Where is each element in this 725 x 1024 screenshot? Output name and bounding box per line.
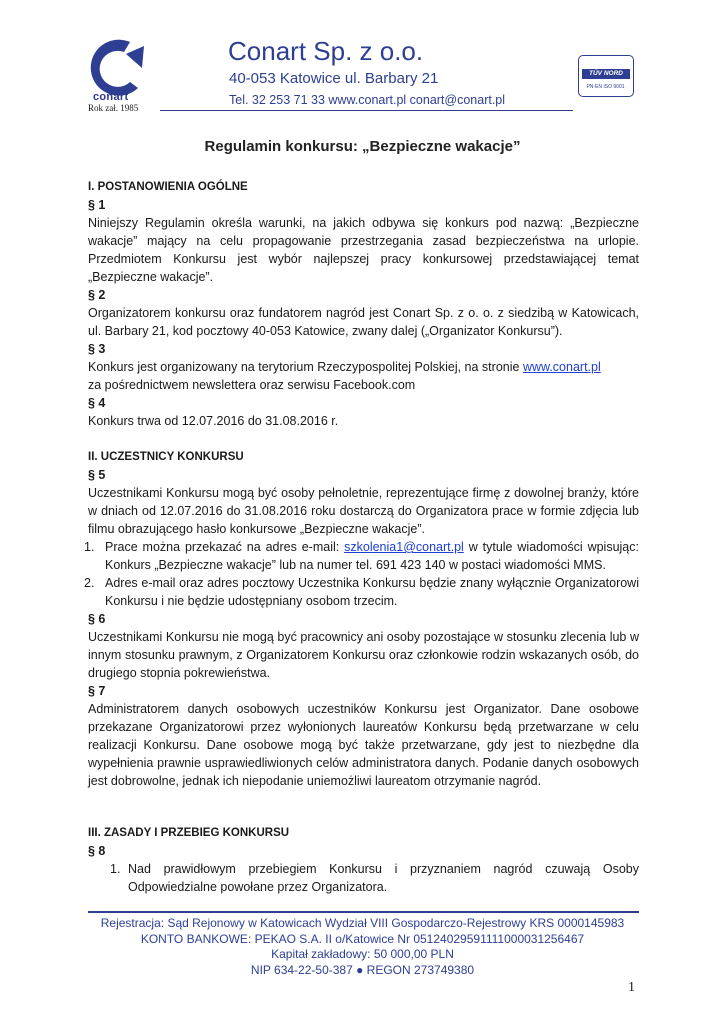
- document-body: [84, 178, 639, 896]
- text-span: za pośrednictwem newslettera oraz serwisu Facebook.com: [88, 378, 416, 392]
- page-number: 1: [628, 980, 635, 995]
- list-number: 2.: [84, 576, 95, 590]
- section-heading: III. ZASADY I PRZEBIEG KONKURSU: [88, 827, 290, 839]
- footer-bank-account: KONTO BANKOWE: PEKAO S.A. II o/Katowice Nr 05124029591111000031256467: [140, 931, 585, 946]
- paragraph-number: § 7: [88, 684, 106, 698]
- paragraph-number: § 6: [88, 612, 106, 626]
- tuv-label: TÜV NORD: [582, 69, 630, 79]
- iso-standard: PN-EN ISO 9001: [586, 84, 625, 90]
- footer-capital: Kapitał zakładowy: 50 000,00 PLN: [271, 947, 454, 961]
- paragraph-text: [88, 358, 639, 394]
- footer-tax-ids: NIP 634-22-50-387 ● REGON 273749380: [250, 962, 475, 977]
- section-heading: II. UCZESTNICY KONKURSU: [88, 451, 244, 463]
- list-item: [84, 574, 639, 610]
- paragraph-number: § 4: [88, 396, 106, 410]
- paragraph-number: § 1: [88, 198, 106, 212]
- website-link[interactable]: www.conart.pl: [522, 360, 601, 374]
- company-name: Conart Sp. z o.o.: [228, 36, 424, 66]
- paragraph-text: Niniejszy Regulamin określa warunki, na jakich odbywa się konkurs pod nazwą: „Bezpieczne wakacje” mający na celu propagowanie przestrzegania zasad bezpieczeństwa na urlopie. Przedmiotem Konkursu jest wybór najlepszej pracy konkursowej przedstawiającej temat „Bezpieczne wakacje”.: [88, 216, 639, 284]
- paragraph-text: Administratorem danych osobowych uczestników Konkursu jest Organizator. Dane osobowe przekazane Organizatorowi przez wyłonionych laureatów Konkursu będą przetwarzane w celu realizacji Konkursu. Dane osobowe mogą być także przetwarzane, gdy jest to niezbędne dla wypełnienia prawnie usprawiedliwionych celów administratora danych. Podanie danych osobowych jest dobrowolne, jednak ich niepodanie uniemożliwi laureatom otrzymanie nagród.: [88, 702, 639, 788]
- logo-name: conart: [93, 91, 129, 103]
- paragraph-text: Organizatorem konkursu oraz fundatorem nagród jest Conart Sp. z o. o. z siedzibą w Katowicach, ul. Barbary 21, kod pocztowy 40-053 Katowice, zwany dalej („Organizator Konkursu”).: [88, 306, 639, 338]
- list-number: 1.: [110, 862, 121, 876]
- list-item: [88, 860, 639, 896]
- paragraph-text: Konkurs trwa od 12.07.2016 do 31.08.2016 r.: [88, 414, 339, 428]
- paragraph-text: Uczestnikami Konkursu nie mogą być pracownicy ani osoby pozostające w stosunku zlecenia lub w innym stosunku prawnym, z Organizatorem Konkursu oraz członkowie rodzin wskazanych osób, do drugiego stopnia pokrewieństwa.: [88, 630, 639, 680]
- certification-badge: [578, 55, 634, 97]
- paragraph-number: § 8: [88, 844, 106, 858]
- section-heading: I. POSTANOWIENIA OGÓLNE: [88, 181, 248, 193]
- text-span: Adres e-mail oraz adres pocztowy Uczestnika Konkursu będzie znany wyłącznie Organizatorowi Konkursu i nie będzie udostępniany osobom trzecim.: [105, 576, 639, 608]
- list-number: 1.: [84, 540, 95, 554]
- company-contact: Tel. 32 253 71 33 www.conart.pl conart@conart.pl: [229, 93, 506, 107]
- text-span: Konkurs jest organizowany na terytorium Rzeczypospolitej Polskiej, na stronie: [88, 360, 523, 374]
- paragraph-number: § 5: [88, 468, 106, 482]
- paragraph-number: § 2: [88, 288, 106, 302]
- letterhead: [0, 0, 725, 125]
- company-address: 40-053 Katowice ul. Barbary 21: [229, 70, 439, 87]
- founded-year: Rok zał. 1985: [88, 103, 139, 113]
- text-span: Prace można przekazać na adres e-mail:: [105, 540, 345, 554]
- paragraph-text: Uczestnikami Konkursu mogą być osoby pełnoletnie, reprezentujące firmę z dowolnej branży, które w dniach od 12.07.2016 do 31.08.2016 roku dostarczą do Organizatora prace w formie zdjęcia lub filmu obrazującego hasło konkursowe „Bezpieczne wakacje”.: [88, 486, 639, 536]
- footer-registration: Rejestracja: Sąd Rejonowy w Katowicach Wydział VIII Gospodarczo-Rejestrowy KRS 0000145983: [100, 916, 625, 930]
- footer: [0, 916, 725, 978]
- header-divider: [160, 110, 573, 111]
- text-span: Nad prawidłowym przebiegiem Konkursu i przyznaniem nagród czuwają Osoby Odpowiedzialne powołane przez Organizatora.: [128, 862, 639, 894]
- document-title: Regulamin konkursu: „Bezpieczne wakacje”: [204, 138, 521, 155]
- list-item: [84, 538, 639, 574]
- email-link[interactable]: szkolenia1@conart.pl: [344, 540, 464, 554]
- text-span: w tytule wiadomości wpisując: Konkurs „Bezpieczne wakacje” lub na numer tel. 691 423 140 w postaci wiadomości MMS.: [105, 540, 639, 572]
- footer-divider: [88, 911, 639, 913]
- paragraph-number: § 3: [88, 342, 106, 356]
